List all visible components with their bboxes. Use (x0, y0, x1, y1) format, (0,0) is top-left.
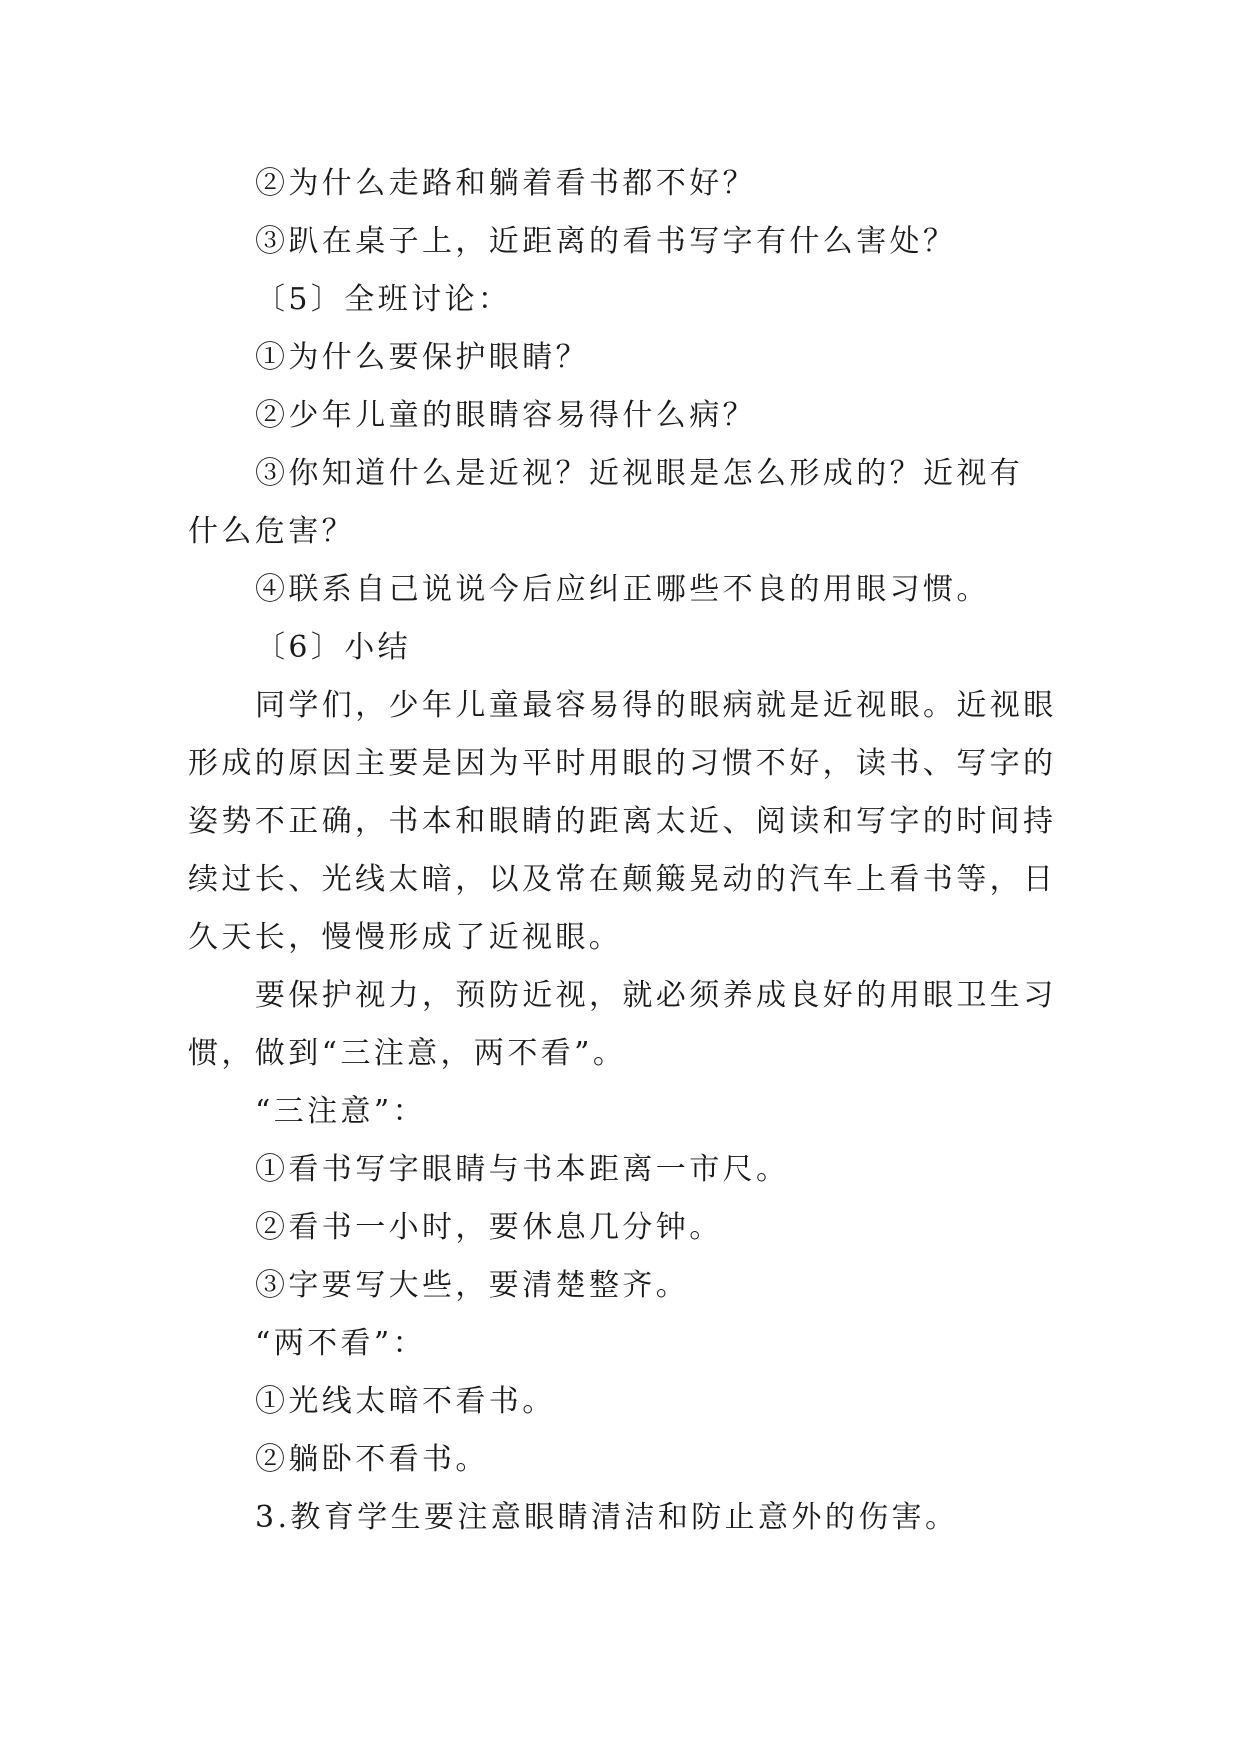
paragraph-line: 久天长，慢慢形成了近视眼。 (188, 920, 623, 955)
list-item: ①光线太暗不看书。 (255, 1384, 556, 1419)
paragraph-line: 形成的原因主要是因为平时用眼的习惯不好，读书、写字的 (188, 746, 1057, 781)
numbered-item: 3.教育学生要注意眼睛清洁和防止意外的伤害。 (255, 1500, 959, 1535)
section-heading: 〔6〕小结 (255, 630, 412, 665)
paragraph-line: 同学们，少年儿童最容易得的眼病就是近视眼。近视眼 (255, 688, 1057, 723)
paragraph-line: 要保护视力，预防近视，就必须养成良好的用眼卫生习 (255, 978, 1057, 1013)
question-line: ③你知道什么是近视？近视眼是怎么形成的？近视有 (255, 456, 1024, 491)
list-item: ①看书写字眼睛与书本距离一市尺。 (255, 1152, 790, 1187)
question-line: ③趴在桌子上，近距离的看书写字有什么害处？ (255, 224, 957, 259)
list-heading: “三注意”： (255, 1094, 427, 1129)
list-item: ②看书一小时，要休息几分钟。 (255, 1210, 723, 1245)
question-line: ②少年儿童的眼睛容易得什么病？ (255, 398, 756, 433)
question-line: ④联系自己说说今后应纠正哪些不良的用眼习惯。 (255, 572, 990, 607)
question-line-continuation: 什么危害？ (188, 514, 355, 549)
list-item: ②躺卧不看书。 (255, 1442, 489, 1477)
question-line: ②为什么走路和躺着看书都不好？ (255, 166, 756, 201)
paragraph-line: 惯，做到“三注意，两不看”。 (188, 1036, 627, 1071)
paragraph-line: 姿势不正确，书本和眼睛的距离太近、阅读和写字的时间持 (188, 804, 1057, 839)
paragraph-line: 续过长、光线太暗，以及常在颠簸晃动的汽车上看书等，日 (188, 862, 1057, 897)
question-line: ①为什么要保护眼睛？ (255, 340, 589, 375)
list-heading: “两不看”： (255, 1326, 427, 1361)
section-heading: 〔5〕全班讨论： (255, 282, 512, 317)
list-item: ③字要写大些，要清楚整齐。 (255, 1268, 690, 1303)
